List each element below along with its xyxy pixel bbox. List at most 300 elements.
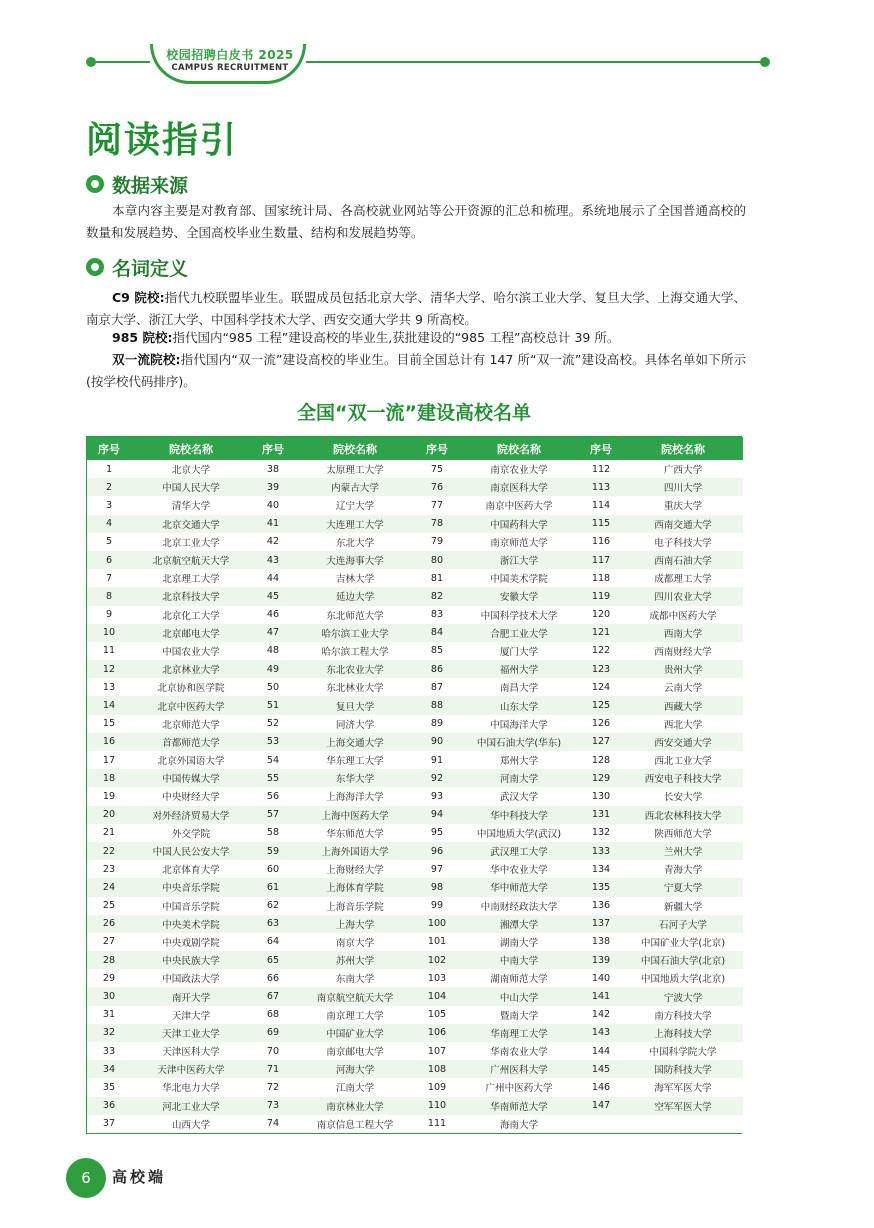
university-name-cell: 中国石油大学(华东) xyxy=(459,733,579,751)
row-index-cell: 1 xyxy=(87,460,131,478)
university-name-cell: 长安大学 xyxy=(623,787,743,805)
table-row xyxy=(87,715,743,733)
row-index-cell: 94 xyxy=(415,806,459,824)
row-index-cell: 108 xyxy=(415,1060,459,1078)
table-row xyxy=(87,987,743,1005)
row-index-cell: 104 xyxy=(415,987,459,1005)
university-name-cell: 大连理工大学 xyxy=(295,515,415,533)
row-index-cell: 87 xyxy=(415,678,459,696)
row-index-cell: 141 xyxy=(579,987,623,1005)
university-name-cell: 中国人民公安大学 xyxy=(131,842,251,860)
c9-term: C9 院校: xyxy=(112,290,165,305)
row-index-cell: 39 xyxy=(251,478,295,496)
university-name-cell: 中国美术学院 xyxy=(459,569,579,587)
row-index-cell: 117 xyxy=(579,551,623,569)
university-name-cell: 电子科技大学 xyxy=(623,533,743,551)
row-index-cell: 146 xyxy=(579,1078,623,1096)
row-index-cell: 135 xyxy=(579,878,623,896)
university-name-cell: 西南大学 xyxy=(623,624,743,642)
row-index-cell: 82 xyxy=(415,587,459,605)
row-index-cell: 81 xyxy=(415,569,459,587)
university-name-cell: 复旦大学 xyxy=(295,696,415,714)
university-name-cell: 南京邮电大学 xyxy=(295,1042,415,1060)
row-index-cell: 131 xyxy=(579,806,623,824)
university-name-cell: 北京协和医学院 xyxy=(131,678,251,696)
row-index-cell: 147 xyxy=(579,1097,623,1115)
row-index-cell: 136 xyxy=(579,897,623,915)
row-index-cell: 72 xyxy=(251,1078,295,1096)
row-index-cell: 92 xyxy=(415,769,459,787)
row-index-cell: 70 xyxy=(251,1042,295,1060)
row-index-cell: 36 xyxy=(87,1097,131,1115)
row-index-cell: 55 xyxy=(251,769,295,787)
university-name-cell: 东北林业大学 xyxy=(295,678,415,696)
university-name-cell: 华中科技大学 xyxy=(459,806,579,824)
table-row xyxy=(87,733,743,751)
row-index-cell: 31 xyxy=(87,1006,131,1024)
row-index-cell: 144 xyxy=(579,1042,623,1060)
university-name-cell: 云南大学 xyxy=(623,678,743,696)
row-index-cell: 62 xyxy=(251,897,295,915)
row-index-cell: 85 xyxy=(415,642,459,660)
university-name-cell: 西藏大学 xyxy=(623,696,743,714)
university-name-cell: 中央财经大学 xyxy=(131,787,251,805)
university-name-cell: 四川大学 xyxy=(623,478,743,496)
table-row xyxy=(87,569,743,587)
column-header: 院校名称 xyxy=(623,437,743,460)
university-name-cell: 中国传媒大学 xyxy=(131,769,251,787)
university-name-cell: 北京大学 xyxy=(131,460,251,478)
row-index-cell: 50 xyxy=(251,678,295,696)
row-index-cell: 25 xyxy=(87,897,131,915)
university-name-cell: 天津工业大学 xyxy=(131,1024,251,1042)
row-index-cell: 69 xyxy=(251,1024,295,1042)
row-index-cell: 121 xyxy=(579,624,623,642)
row-index-cell: 58 xyxy=(251,824,295,842)
row-index-cell: 105 xyxy=(415,1006,459,1024)
row-index-cell: 124 xyxy=(579,678,623,696)
university-name-cell: 上海海洋大学 xyxy=(295,787,415,805)
row-index-cell: 38 xyxy=(251,460,295,478)
row-index-cell: 22 xyxy=(87,842,131,860)
university-name-cell: 兰州大学 xyxy=(623,842,743,860)
table-row xyxy=(87,496,743,514)
data-source-paragraph xyxy=(86,200,746,244)
row-index-cell: 44 xyxy=(251,569,295,587)
row-index-cell: 123 xyxy=(579,660,623,678)
row-index-cell: 64 xyxy=(251,933,295,951)
row-index-cell: 145 xyxy=(579,1060,623,1078)
row-index-cell: 59 xyxy=(251,842,295,860)
row-index-cell: 142 xyxy=(579,1006,623,1024)
row-index-cell: 74 xyxy=(251,1115,295,1133)
university-name-cell: 中国人民大学 xyxy=(131,478,251,496)
university-name-cell: 江南大学 xyxy=(295,1078,415,1096)
page-number: 6 xyxy=(66,1158,106,1198)
university-name-cell: 中央音乐学院 xyxy=(131,878,251,896)
university-name-cell: 华东师范大学 xyxy=(295,824,415,842)
university-name-cell: 吉林大学 xyxy=(295,569,415,587)
row-index-cell: 102 xyxy=(415,951,459,969)
university-name-cell: 北京林业大学 xyxy=(131,660,251,678)
university-name-cell: 中国海洋大学 xyxy=(459,715,579,733)
university-name-cell: 西北农林科技大学 xyxy=(623,806,743,824)
row-index-cell: 143 xyxy=(579,1024,623,1042)
university-name-cell: 浙江大学 xyxy=(459,551,579,569)
row-index-cell: 113 xyxy=(579,478,623,496)
row-index-cell: 106 xyxy=(415,1024,459,1042)
university-name-cell: 东北农业大学 xyxy=(295,660,415,678)
university-name-cell: 南昌大学 xyxy=(459,678,579,696)
table-row xyxy=(87,787,743,805)
row-index-cell: 133 xyxy=(579,842,623,860)
table-row xyxy=(87,1115,743,1133)
university-name-cell: 上海科技大学 xyxy=(623,1024,743,1042)
row-index-cell: 32 xyxy=(87,1024,131,1042)
section-title: 数据来源 xyxy=(112,174,189,197)
university-name-cell: 河南大学 xyxy=(459,769,579,787)
university-name-cell: 上海体育学院 xyxy=(295,878,415,896)
university-name-cell: 天津中医药大学 xyxy=(131,1060,251,1078)
column-header: 院校名称 xyxy=(131,437,251,460)
row-index-cell: 7 xyxy=(87,569,131,587)
bullet-circle-icon xyxy=(86,175,104,193)
table-row xyxy=(87,1097,743,1115)
university-name-cell: 同济大学 xyxy=(295,715,415,733)
university-name-cell: 北京化工大学 xyxy=(131,606,251,624)
table-row xyxy=(87,1042,743,1060)
row-index-cell: 46 xyxy=(251,606,295,624)
university-name-cell: 华南农业大学 xyxy=(459,1042,579,1060)
footer-label: 高校端 xyxy=(112,1168,167,1186)
row-index-cell: 13 xyxy=(87,678,131,696)
university-name-cell: 贵州大学 xyxy=(623,660,743,678)
university-name-cell: 南京师范大学 xyxy=(459,533,579,551)
university-name-cell: 华南理工大学 xyxy=(459,1024,579,1042)
university-name-cell: 上海交通大学 xyxy=(295,733,415,751)
university-name-cell: 西北大学 xyxy=(623,715,743,733)
row-index-cell: 29 xyxy=(87,969,131,987)
university-name-cell: 北京外国语大学 xyxy=(131,751,251,769)
row-index-cell: 20 xyxy=(87,806,131,824)
university-name-cell: 郑州大学 xyxy=(459,751,579,769)
row-index-cell: 11 xyxy=(87,642,131,660)
university-name-cell: 北京中医药大学 xyxy=(131,696,251,714)
row-index-cell: 99 xyxy=(415,897,459,915)
row-index-cell: 27 xyxy=(87,933,131,951)
column-header: 序号 xyxy=(251,437,295,460)
row-index-cell: 100 xyxy=(415,915,459,933)
university-name-cell: 湖南大学 xyxy=(459,933,579,951)
column-header: 序号 xyxy=(415,437,459,460)
university-name-cell: 河海大学 xyxy=(295,1060,415,1078)
university-name-cell: 首都师范大学 xyxy=(131,733,251,751)
row-index-cell: 6 xyxy=(87,551,131,569)
university-name-cell: 重庆大学 xyxy=(623,496,743,514)
university-name-cell: 东南大学 xyxy=(295,969,415,987)
row-index-cell: 30 xyxy=(87,987,131,1005)
university-name-cell: 中山大学 xyxy=(459,987,579,1005)
university-name-cell: 中国矿业大学 xyxy=(295,1024,415,1042)
row-index-cell: 89 xyxy=(415,715,459,733)
table-header-row xyxy=(87,437,743,460)
university-name-cell: 西南财经大学 xyxy=(623,642,743,660)
row-index-cell: 91 xyxy=(415,751,459,769)
university-name-cell: 华中农业大学 xyxy=(459,860,579,878)
university-name-cell: 太原理工大学 xyxy=(295,460,415,478)
data-source-text: 本章内容主要是对教育部、国家统计局、各高校就业网站等公开资源的汇总和梳理。系统地展示了全国普通高校的数量和发展趋势、全国高校毕业生数量、结构和发展趋势等。 xyxy=(86,203,746,240)
row-index-cell: 43 xyxy=(251,551,295,569)
table-row xyxy=(87,915,743,933)
university-name-cell: 中国地质大学(武汉) xyxy=(459,824,579,842)
row-index-cell: 138 xyxy=(579,933,623,951)
row-index-cell: 128 xyxy=(579,751,623,769)
row-index-cell: 28 xyxy=(87,951,131,969)
table-row xyxy=(87,460,743,478)
university-name-cell: 中国矿业大学(北京) xyxy=(623,933,743,951)
university-name-cell: 中国政法大学 xyxy=(131,969,251,987)
row-index-cell: 40 xyxy=(251,496,295,514)
row-index-cell: 51 xyxy=(251,696,295,714)
row-index-cell: 17 xyxy=(87,751,131,769)
university-name-cell: 厦门大学 xyxy=(459,642,579,660)
university-name-cell: 中国科学院大学 xyxy=(623,1042,743,1060)
985-term: 985 院校: xyxy=(112,330,173,345)
university-name-cell: 东北师范大学 xyxy=(295,606,415,624)
row-index-cell: 9 xyxy=(87,606,131,624)
university-name-cell: 成都理工大学 xyxy=(623,569,743,587)
row-index-cell: 76 xyxy=(415,478,459,496)
university-name-cell: 海军军医大学 xyxy=(623,1078,743,1096)
column-header: 序号 xyxy=(87,437,131,460)
university-name-cell: 中国农业大学 xyxy=(131,642,251,660)
university-name-cell: 合肥工业大学 xyxy=(459,624,579,642)
university-name-cell: 陕西师范大学 xyxy=(623,824,743,842)
table-row xyxy=(87,696,743,714)
university-name-cell: 北京工业大学 xyxy=(131,533,251,551)
row-index-cell: 2 xyxy=(87,478,131,496)
row-index-cell: 67 xyxy=(251,987,295,1005)
university-name-cell: 东华大学 xyxy=(295,769,415,787)
university-name-cell: 天津大学 xyxy=(131,1006,251,1024)
row-index-cell: 60 xyxy=(251,860,295,878)
university-name-cell: 南京中医药大学 xyxy=(459,496,579,514)
row-index-cell: 21 xyxy=(87,824,131,842)
university-name-cell: 青海大学 xyxy=(623,860,743,878)
row-index-cell: 47 xyxy=(251,624,295,642)
university-name-cell: 四川农业大学 xyxy=(623,587,743,605)
header-subtitle: CAMPUS RECRUITMENT xyxy=(171,63,289,73)
double-first-class-definition xyxy=(86,349,746,393)
row-index-cell: 132 xyxy=(579,824,623,842)
table-row xyxy=(87,551,743,569)
row-index-cell: 41 xyxy=(251,515,295,533)
c9-definition xyxy=(86,287,746,331)
university-table xyxy=(86,436,742,1134)
row-index-cell: 101 xyxy=(415,933,459,951)
row-index-cell: 80 xyxy=(415,551,459,569)
university-name-cell: 延边大学 xyxy=(295,587,415,605)
row-index-cell: 129 xyxy=(579,769,623,787)
university-name-cell: 中国音乐学院 xyxy=(131,897,251,915)
university-name-cell: 武汉理工大学 xyxy=(459,842,579,860)
row-index-cell: 83 xyxy=(415,606,459,624)
university-name-cell: 东北大学 xyxy=(295,533,415,551)
university-name-cell: 中南财经政法大学 xyxy=(459,897,579,915)
row-index-cell: 61 xyxy=(251,878,295,896)
row-index-cell: 12 xyxy=(87,660,131,678)
row-index-cell: 34 xyxy=(87,1060,131,1078)
table-row xyxy=(87,806,743,824)
bullet-circle-icon xyxy=(86,258,104,276)
section-header-definitions xyxy=(86,254,188,280)
row-index-cell: 71 xyxy=(251,1060,295,1078)
row-index-cell: 37 xyxy=(87,1115,131,1133)
university-name-cell: 西安交通大学 xyxy=(623,733,743,751)
university-name-cell: 北京交通大学 xyxy=(131,515,251,533)
university-name-cell: 哈尔滨工业大学 xyxy=(295,624,415,642)
985-definition xyxy=(86,327,746,349)
row-index-cell: 68 xyxy=(251,1006,295,1024)
row-index-cell: 98 xyxy=(415,878,459,896)
row-index-cell: 18 xyxy=(87,769,131,787)
university-name-cell: 西南交通大学 xyxy=(623,515,743,533)
row-index-cell: 130 xyxy=(579,787,623,805)
table-row xyxy=(87,1078,743,1096)
row-index-cell: 93 xyxy=(415,787,459,805)
table-row xyxy=(87,624,743,642)
row-index-cell: 14 xyxy=(87,696,131,714)
row-index-cell: 122 xyxy=(579,642,623,660)
table-row xyxy=(87,533,743,551)
university-name-cell: 外交学院 xyxy=(131,824,251,842)
university-name-cell: 华中师范大学 xyxy=(459,878,579,896)
university-name-cell: 福州大学 xyxy=(459,660,579,678)
university-name-cell: 西南石油大学 xyxy=(623,551,743,569)
university-name-cell: 广西大学 xyxy=(623,460,743,478)
university-name-cell: 中央民族大学 xyxy=(131,951,251,969)
row-index-cell: 10 xyxy=(87,624,131,642)
university-name-cell: 上海音乐学院 xyxy=(295,897,415,915)
row-index-cell: 35 xyxy=(87,1078,131,1096)
row-index-cell: 23 xyxy=(87,860,131,878)
row-index-cell: 49 xyxy=(251,660,295,678)
university-name-cell: 空军军医大学 xyxy=(623,1097,743,1115)
table-row xyxy=(87,587,743,605)
table-row xyxy=(87,951,743,969)
row-index-cell: 109 xyxy=(415,1078,459,1096)
university-name-cell xyxy=(623,1115,743,1133)
row-index-cell xyxy=(579,1115,623,1133)
university-name-cell: 北京航空航天大学 xyxy=(131,551,251,569)
double-first-class-term: 双一流院校: xyxy=(112,352,181,367)
header-line-right xyxy=(306,61,764,63)
row-index-cell: 115 xyxy=(579,515,623,533)
row-index-cell: 112 xyxy=(579,460,623,478)
row-index-cell: 52 xyxy=(251,715,295,733)
university-name-cell: 中国地质大学(北京) xyxy=(623,969,743,987)
table-row xyxy=(87,751,743,769)
university-name-cell: 天津医科大学 xyxy=(131,1042,251,1060)
university-name-cell: 湘潭大学 xyxy=(459,915,579,933)
university-name-cell: 南京理工大学 xyxy=(295,1006,415,1024)
university-name-cell: 安徽大学 xyxy=(459,587,579,605)
university-name-cell: 上海财经大学 xyxy=(295,860,415,878)
row-index-cell: 3 xyxy=(87,496,131,514)
university-name-cell: 华南师范大学 xyxy=(459,1097,579,1115)
header-title: 校园招聘白皮书 2025 xyxy=(166,48,294,62)
table-title: 全国“双一流”建设高校名单 xyxy=(297,402,531,424)
table-row xyxy=(87,933,743,951)
column-header: 院校名称 xyxy=(295,437,415,460)
c9-text: 指代九校联盟毕业生。联盟成员包括北京大学、清华大学、哈尔滨工业大学、复旦大学、上海交通大学、南京大学、浙江大学、中国科学技术大学、西安交通大学共 9 所高校。 xyxy=(86,290,746,327)
university-name-cell: 新疆大学 xyxy=(623,897,743,915)
row-index-cell: 53 xyxy=(251,733,295,751)
university-name-cell: 内蒙古大学 xyxy=(295,478,415,496)
university-name-cell: 大连海事大学 xyxy=(295,551,415,569)
row-index-cell: 139 xyxy=(579,951,623,969)
university-name-cell: 成都中医药大学 xyxy=(623,606,743,624)
university-name-cell: 对外经济贸易大学 xyxy=(131,806,251,824)
row-index-cell: 48 xyxy=(251,642,295,660)
university-name-cell: 南京林业大学 xyxy=(295,1097,415,1115)
row-index-cell: 73 xyxy=(251,1097,295,1115)
university-name-cell: 北京体育大学 xyxy=(131,860,251,878)
row-index-cell: 24 xyxy=(87,878,131,896)
row-index-cell: 75 xyxy=(415,460,459,478)
table-row xyxy=(87,824,743,842)
header-dot-right xyxy=(760,57,770,67)
university-name-cell: 湖南师范大学 xyxy=(459,969,579,987)
university-name-cell: 中国科学技术大学 xyxy=(459,606,579,624)
university-name-cell: 宁夏大学 xyxy=(623,878,743,896)
row-index-cell: 88 xyxy=(415,696,459,714)
row-index-cell: 90 xyxy=(415,733,459,751)
university-name-cell: 清华大学 xyxy=(131,496,251,514)
university-name-cell: 南京医科大学 xyxy=(459,478,579,496)
table-row xyxy=(87,897,743,915)
row-index-cell: 42 xyxy=(251,533,295,551)
row-index-cell: 86 xyxy=(415,660,459,678)
university-name-cell: 石河子大学 xyxy=(623,915,743,933)
university-name-cell: 广州中医药大学 xyxy=(459,1078,579,1096)
row-index-cell: 97 xyxy=(415,860,459,878)
row-index-cell: 56 xyxy=(251,787,295,805)
row-index-cell: 66 xyxy=(251,969,295,987)
double-first-class-text: 指代国内“双一流”建设高校的毕业生。目前全国总计有 147 所“双一流”建设高校。具体名单如下所示(按学校代码排序)。 xyxy=(86,352,746,389)
university-name-cell: 山西大学 xyxy=(131,1115,251,1133)
university-name-cell: 北京理工大学 xyxy=(131,569,251,587)
university-name-cell: 南京大学 xyxy=(295,933,415,951)
row-index-cell: 120 xyxy=(579,606,623,624)
row-index-cell: 134 xyxy=(579,860,623,878)
row-index-cell: 111 xyxy=(415,1115,459,1133)
university-name-cell: 中南大学 xyxy=(459,951,579,969)
university-name-cell: 南方科技大学 xyxy=(623,1006,743,1024)
table-row xyxy=(87,1024,743,1042)
university-name-cell: 国防科技大学 xyxy=(623,1060,743,1078)
row-index-cell: 33 xyxy=(87,1042,131,1060)
university-name-cell: 暨南大学 xyxy=(459,1006,579,1024)
table-row xyxy=(87,678,743,696)
row-index-cell: 16 xyxy=(87,733,131,751)
table-row xyxy=(87,860,743,878)
university-name-cell: 北京科技大学 xyxy=(131,587,251,605)
table-row xyxy=(87,769,743,787)
row-index-cell: 110 xyxy=(415,1097,459,1115)
university-name-cell: 山东大学 xyxy=(459,696,579,714)
row-index-cell: 54 xyxy=(251,751,295,769)
